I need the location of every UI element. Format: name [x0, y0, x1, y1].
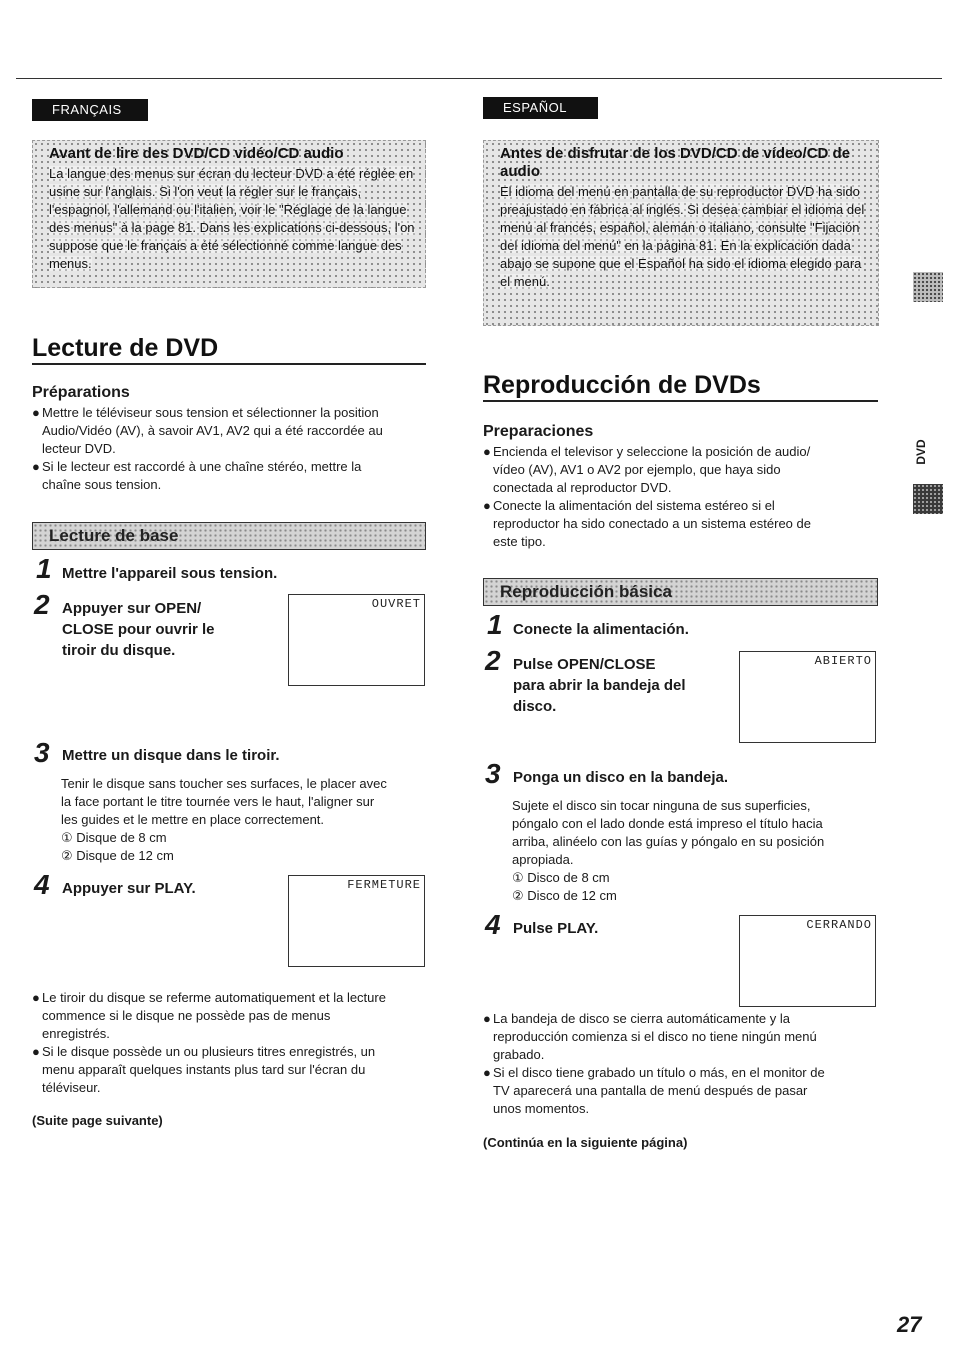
- note-box-french: [32, 140, 426, 288]
- side-tab-marker: [913, 272, 943, 302]
- step-number: 4: [34, 869, 50, 900]
- list-item-line: Audio/Vidéo (AV), à savoir AV1, AV2 qui a été raccordée au: [42, 423, 383, 438]
- list-item-line: reproductor ha sido conectado a un sistema estéreo de: [493, 516, 811, 531]
- display-screen: [288, 875, 425, 967]
- section-title-french: Lecture de DVD: [32, 333, 426, 365]
- note-title: Antes de disfrutar de los DVD/CD de vídeo/CD de audio: [500, 145, 851, 180]
- note-text: El idioma del menú en pantalla de su reproductor DVD ha sido preajustado en fábrica al inglés. Si desea cambiar el idioma del menú al francés, español, alemán o italiano, consulte "Fijación del idioma del menú" en la página 81. En la explicación dada abajo se supone que el Español ha sido el idioma elegido para el menú.: [500, 184, 865, 289]
- step-text: Appuyer sur OPEN/ CLOSE pour ouvrir le tiroir du disque.: [62, 600, 215, 659]
- step-number: 2: [34, 589, 50, 620]
- list-item-line: grabado.: [493, 1047, 545, 1062]
- language-tab-french: [32, 99, 148, 121]
- step-text: Mettre l'appareil sous tension.: [62, 565, 278, 582]
- step-number: 3: [34, 737, 50, 768]
- basic-play-bar-spanish: Reproducción básica: [483, 578, 878, 606]
- preparations-list: [483, 443, 883, 551]
- step-number: 4: [485, 909, 501, 940]
- step-text: Pulse OPEN/CLOSE para abrir la bandeja del disco.: [513, 656, 686, 715]
- section-title-spanish: Reproducción de DVDs: [483, 370, 878, 402]
- step-text: Appuyer sur PLAY.: [62, 880, 196, 897]
- result-list: [32, 989, 432, 1097]
- step-text: Conecte la alimentación.: [513, 621, 689, 638]
- note-title: Avant de lire des DVD/CD vidéo/CD audio: [49, 145, 344, 162]
- step-text: Mettre un disque dans le tiroir.: [62, 747, 280, 764]
- language-tab-label: ESPAÑOL: [503, 100, 567, 115]
- step-text: Ponga un disco en la bandeja.: [513, 769, 729, 786]
- preparations-list: [32, 404, 432, 494]
- list-item: ● Si le lecteur est raccordé à une chaîne stéréo, mettre la: [32, 459, 362, 474]
- list-item-line: vídeo (AV), AV1 o AV2 por ejemplo, que haya sido: [493, 462, 781, 477]
- list-item: ● La bandeja de disco se cierra automáticamente y la: [483, 1011, 791, 1026]
- display-text: FERMETURE: [347, 878, 421, 892]
- page-number: 27: [897, 1312, 922, 1337]
- list-item-line: téléviseur.: [42, 1080, 101, 1095]
- display-text: CERRANDO: [806, 918, 872, 932]
- step-text: Pulse PLAY.: [513, 920, 599, 937]
- step-number: 3: [485, 758, 501, 789]
- step-number: 2: [485, 645, 501, 676]
- list-item-line: enregistrés.: [42, 1026, 110, 1041]
- list-item-line: reproducción comienza si el disco no tiene ningún menú: [493, 1029, 817, 1044]
- list-item: ● Si le disque possède un ou plusieurs titres enregistrés, un: [32, 1044, 376, 1059]
- basic-play-bar-french: Lecture de base: [32, 522, 426, 550]
- display-screen: [739, 651, 876, 743]
- display-screen: [288, 594, 425, 686]
- continue-note: (Suite page suivante): [32, 1113, 163, 1128]
- list-item-line: menu apparaît quelques instants plus tard sur l'écran du: [42, 1062, 366, 1077]
- side-tab-marker-active: [913, 484, 943, 514]
- list-item: ● Le tiroir du disque se referme automatiquement et la lecture: [32, 990, 386, 1005]
- list-item-line: TV aparecerá una pantalla de menú después de pasar: [493, 1083, 808, 1098]
- list-item-line: conectada al reproductor DVD.: [493, 480, 672, 495]
- list-item-line: chaîne sous tension.: [42, 477, 162, 492]
- list-item-line: unos momentos.: [493, 1101, 590, 1116]
- list-item: ● Conecte la alimentación del sistema estéreo si el: [483, 498, 775, 513]
- display-screen: [739, 915, 876, 1007]
- result-list: [483, 1010, 883, 1118]
- step-body: Tenir le disque sans toucher ses surfaces, le placer avec la face portant le titre tournée vers le haut, l'aligner sur les guides et le mettre en place correctement. ① Disque de 8 cm ② Disque de 12 cm: [61, 776, 387, 863]
- note-box-spanish: [483, 140, 879, 326]
- list-item-line: lecteur DVD.: [42, 441, 116, 456]
- list-item: ● Si el disco tiene grabado un título o más, en el monitor de: [483, 1065, 825, 1080]
- preparations-heading: Preparaciones: [483, 423, 594, 440]
- display-text: OUVRET: [371, 597, 421, 611]
- preparations-heading: Préparations: [32, 384, 130, 401]
- list-item: ● Mettre le téléviseur sous tension et sélectionner la position: [32, 405, 379, 420]
- continue-note: (Continúa en la siguiente página): [483, 1135, 688, 1150]
- side-section-label: DVD: [914, 439, 928, 465]
- step-body: Sujete el disco sin tocar ninguna de sus superficies, póngalo con el lado donde está impreso el título hacia arriba, alinéelo con las guías y póngalo en su posición apropiada. ① Disco de 8 cm ② Disco de 12 cm: [512, 798, 825, 903]
- step-number: 1: [36, 553, 52, 584]
- list-item-line: commence si le disque ne possède pas de menus: [42, 1008, 331, 1023]
- top-rule: [16, 78, 942, 79]
- language-tab-label: FRANÇAIS: [52, 102, 122, 117]
- note-text: La langue des menus sur écran du lecteur DVD a été réglée en usine sur l'anglais. Si l'on veut la régler sur le français, l'espagnol, l'allemand ou l'italien, voir le "Réglage de la langue des menus" à la page 81. Dans les explications ci-dessous, l'on suppose que le français a été sélectionné comme langue des menus.: [49, 166, 415, 271]
- list-item-line: este tipo.: [493, 534, 546, 549]
- language-tab-spanish: [483, 97, 598, 119]
- step-number: 1: [487, 609, 503, 640]
- display-text: ABIERTO: [814, 654, 872, 668]
- list-item: ● Encienda el televisor y seleccione la posición de audio/: [483, 444, 811, 459]
